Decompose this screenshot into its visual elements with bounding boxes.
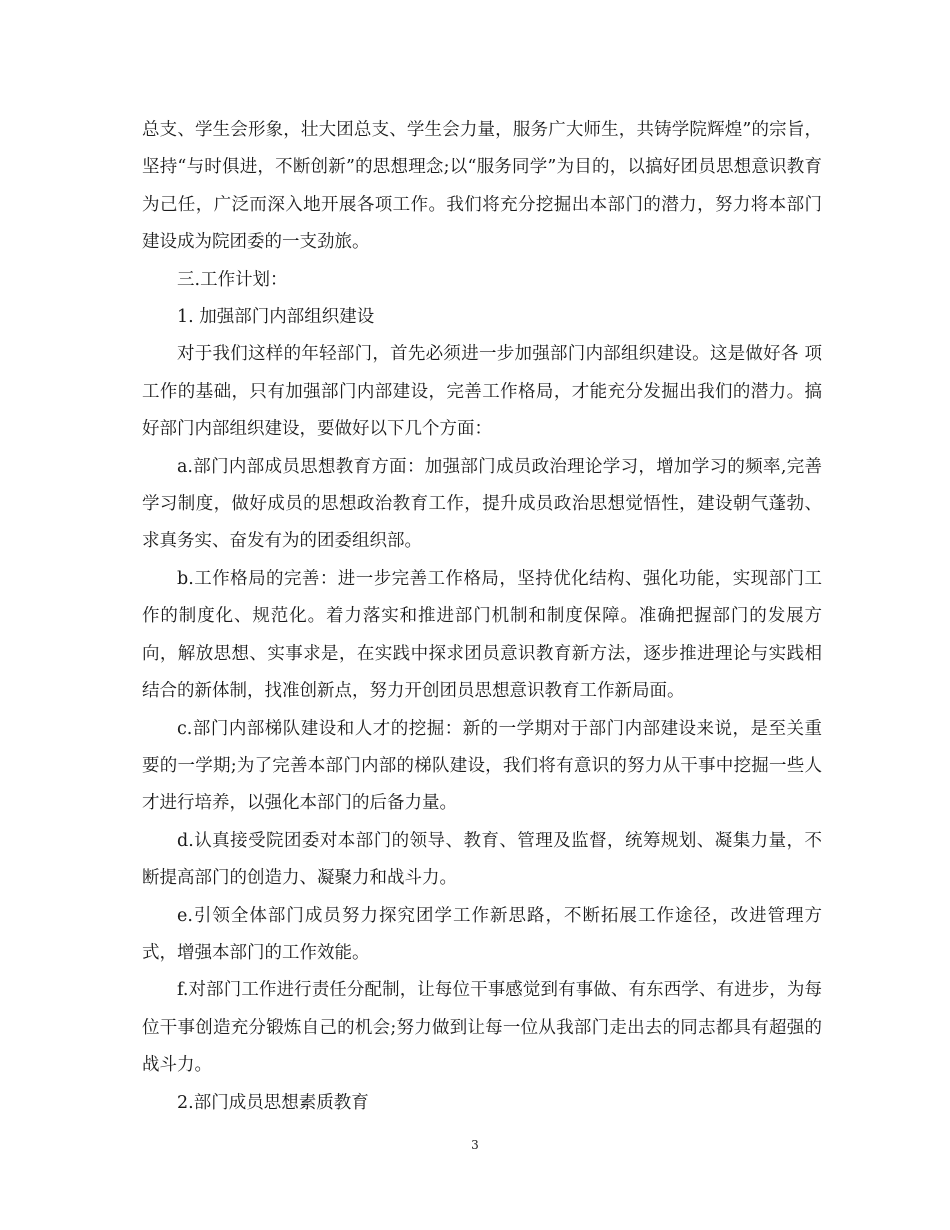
paragraph-mission: 总支、学生会形象，壮大团总支、学生会力量，服务广大师生，共铸学院辉煌”的宗旨，坚持“与时俱进，不断创新”的思想理念;以“服务同学”为目的，以搞好团员思想意识教育为己任，广泛而深入地开展各项工作。我们将充分挖掘出本部门的潜力，努力将本部门建设成为院团委的一支劲旅。 xyxy=(142,120,822,253)
list-item-b: b.工作格局的完善：进一步完善工作格局，坚持优化结构、强化功能，实现部门工作的制度化、规范化。着力落实和推进部门机制和制度保障。准确把握部门的发展方向，解放思想、实事求是，在实践中探求团员意识教育新方法，逐步推进理论与实践相结合的新体制，找准创新点，努力开创团员思想意识教育工作新局面。 xyxy=(142,568,822,702)
list-item-d: d.认真接受院团委对本部门的领导、教育、管理及监督，统筹规划、凝集力量，不断提高部门的创造力、凝聚力和战斗力。 xyxy=(142,830,822,889)
list-item-e: e.引领全体部门成员努力探究团学工作新思路，不断拓展工作途径，改进管理方式，增强本部门的工作效能。 xyxy=(142,905,822,963)
list-item-c: c.部门内部梯队建设和人才的挖掘：新的一学期对于部门内部建设来说，是至关重要的一学期;为了完善本部门内部的梯队建设，我们将有意识的努力从干事中挖掘一些人才进行培养，以强化本部门的后备力量。 xyxy=(142,718,822,814)
subheading-org-building: 1. 加强部门内部组织建设 xyxy=(177,307,375,328)
page-number: 3 xyxy=(471,1138,479,1152)
section-heading-work-plan: 三.工作计划： xyxy=(177,269,288,290)
list-item-a: a.部门内部成员思想教育方面：加强部门成员政治理论学习，增加学习的频率,完善学习制度，做好成员的思想政治教育工作，提升成员政治思想觉悟性，建设朝气蓬勃、求真务实、奋发有为的团委组织部。 xyxy=(142,456,822,552)
list-item-f: f.对部门工作进行责任分配制，让每位干事感觉到有事做、有东西学、有进步，为每位干事创造充分锻炼自己的机会;努力做到让每一位从我部门走出去的同志都具有超强的战斗力。 xyxy=(142,980,822,1076)
paragraph-org-building: 对于我们这样的年轻部门，首先必须进一步加强部门内部组织建设。这是做好各 项工作的基础，只有加强部门内部建设，完善工作格局，才能充分发掘出我们的潜力。搞好部门内部组织建设，要做好以下几个方面： xyxy=(142,344,822,440)
subheading-member-education: 2.部门成员思想素质教育 xyxy=(177,1092,369,1113)
document-body xyxy=(142,112,822,1122)
